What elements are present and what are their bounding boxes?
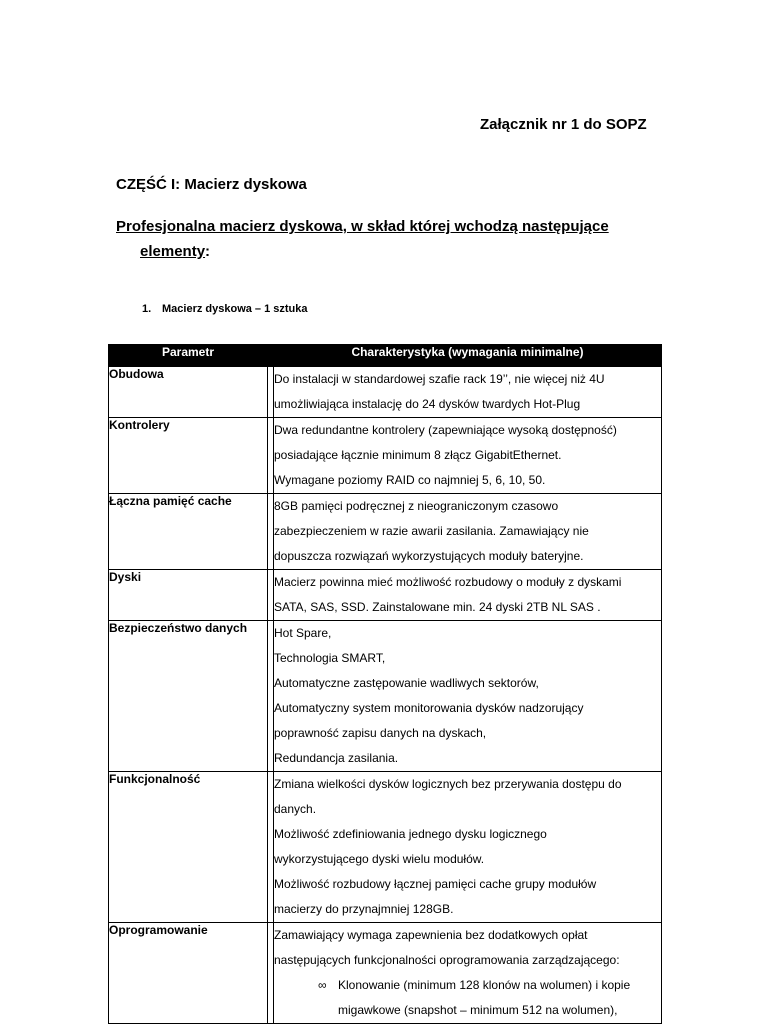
value-cell xyxy=(274,772,662,923)
bullet-item xyxy=(318,973,661,1023)
table-row xyxy=(109,570,662,621)
value-cell xyxy=(274,923,662,1024)
bullet-line: migawkowe (snapshot – minimum 512 na wolumen), xyxy=(338,1003,618,1017)
param-cell: Dyski xyxy=(109,570,268,621)
value-line: wykorzystującego dyski wielu modułów. xyxy=(274,852,485,866)
value-line: Zmiana wielkości dysków logicznych bez przerywania dostępu do xyxy=(274,777,622,791)
value-line: Do instalacji w standardowej szafie rack 19’’, nie więcej niż 4U xyxy=(274,372,605,386)
value-line: umożliwiająca instalację do 24 dysków twardych Hot-Plug xyxy=(274,397,581,411)
table-row xyxy=(109,772,662,923)
value-cell xyxy=(274,418,662,494)
value-line: 8GB pamięci podręcznej z nieograniczonym czasowo xyxy=(274,499,559,513)
intro-line-2 xyxy=(140,243,210,260)
value-line: Możliwość rozbudowy łącznej pamięci cache grupy modułów xyxy=(274,877,597,891)
table-row xyxy=(109,494,662,570)
value-line: Automatyczne zastępowanie wadliwych sektorów, xyxy=(274,676,539,690)
value-line: zabezpieczeniem w razie awarii zasilania. Zamawiający nie xyxy=(274,524,589,538)
value-line: dopuszcza rozwiązań wykorzystujących moduły bateryjne. xyxy=(274,549,584,563)
header-parametr: Parametr xyxy=(109,345,268,367)
intro-underlined-word: elementy xyxy=(140,243,206,260)
annex-title: Załącznik nr 1 do SOPZ xyxy=(480,116,647,133)
list-item-heading xyxy=(142,303,308,315)
param-cell: Obudowa xyxy=(109,367,268,418)
value-line: Technologia SMART, xyxy=(274,651,386,665)
value-line: następujących funkcjonalności oprogramowania zarządzającego: xyxy=(274,953,620,967)
table-row xyxy=(109,418,662,494)
value-line: Macierz powinna mieć możliwość rozbudowy o moduły z dyskami xyxy=(274,575,622,589)
value-line: poprawność zapisu danych na dyskach, xyxy=(274,726,487,740)
infinity-bullet-icon: ∞ xyxy=(318,978,327,992)
value-cell xyxy=(274,494,662,570)
value-line: SATA, SAS, SSD. Zainstalowane min. 24 dyski 2TB NL SAS . xyxy=(274,600,601,614)
spec-table xyxy=(108,344,662,1024)
param-cell: Funkcjonalność xyxy=(109,772,268,923)
value-line: Hot Spare, xyxy=(274,626,332,640)
value-cell xyxy=(274,570,662,621)
list-item-number: 1. xyxy=(142,303,152,315)
param-cell: Łączna pamięć cache xyxy=(109,494,268,570)
bullet-line: Klonowanie (minimum 128 klonów na wolumen) i kopie xyxy=(338,978,631,992)
part-title: CZĘŚĆ I: Macierz dyskowa xyxy=(116,176,307,193)
param-cell: Kontrolery xyxy=(109,418,268,494)
param-cell: Bezpieczeństwo danych xyxy=(109,621,268,772)
table-row xyxy=(109,367,662,418)
value-line: macierzy do przynajmniej 128GB. xyxy=(274,902,454,916)
value-line: danych. xyxy=(274,802,317,816)
value-line: Zamawiający wymaga zapewnienia bez dodatkowych opłat xyxy=(274,928,588,942)
value-line: Dwa redundantne kontrolery (zapewniające wysoką dostępność) xyxy=(274,423,617,437)
value-line: Redundancja zasilania. xyxy=(274,751,399,765)
intro-line-1: Profesjonalna macierz dyskowa, w skład której wchodzą następujące xyxy=(116,218,609,235)
value-line: Wymagane poziomy RAID co najmniej 5, 6, 10, 50. xyxy=(274,473,546,487)
value-line: Możliwość zdefiniowania jednego dysku logicznego xyxy=(274,827,547,841)
table-row xyxy=(109,923,662,1024)
table-header-row xyxy=(109,345,662,367)
param-cell: Oprogramowanie xyxy=(109,923,268,1024)
value-cell xyxy=(274,367,662,418)
intro-colon: : xyxy=(205,243,211,260)
value-cell xyxy=(274,621,662,772)
list-item-label: Macierz dyskowa – 1 sztuka xyxy=(162,303,308,315)
value-line: posiadające łącznie minimum 8 złącz GigabitEthernet. xyxy=(274,448,562,462)
value-line: Automatyczny system monitorowania dysków nadzorujący xyxy=(274,701,584,715)
table-row xyxy=(109,621,662,772)
header-charakterystyka: Charakterystyka (wymagania minimalne) xyxy=(274,345,662,367)
